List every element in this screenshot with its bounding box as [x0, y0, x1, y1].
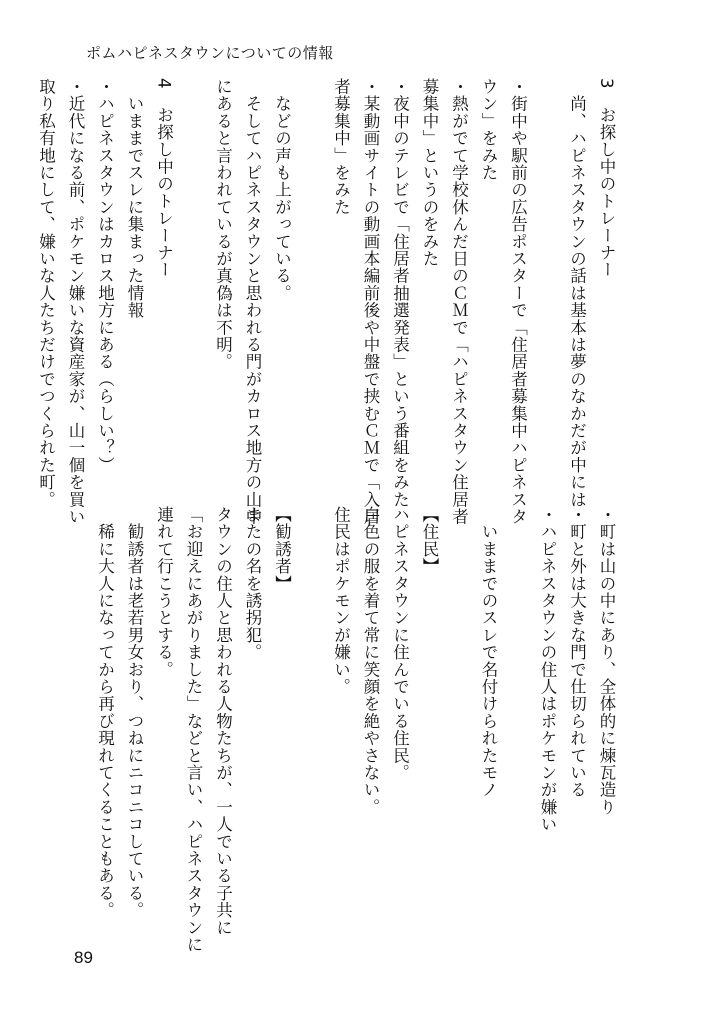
text-line: ウン」をみた: [479, 78, 498, 182]
text-line: 勧誘者は老若男女おり、つねにニコニコしている。: [125, 506, 144, 919]
page-number: 89: [74, 948, 93, 967]
text-line: 「お迎えにあがりました」などと言い、ハピネスタウンに: [184, 506, 203, 954]
text-line: 【勧誘者】: [272, 506, 292, 592]
text-line: ・ハピネスタウンはカロス地方にある（らしい？）: [95, 78, 115, 474]
text-line: 【住民】: [420, 506, 439, 575]
bottom-text-block: [90, 506, 621, 954]
text-line: などの声も上がっている。: [272, 78, 292, 302]
text-line: ・熱がでて学校休んだ日のＣＭで「ハピネスタウン住居者: [449, 78, 469, 526]
text-line: 4 お探し中のトレーナー: [154, 78, 174, 279]
text-line: にあると言われているが真偽は不明。: [213, 78, 233, 371]
top-text-block: [31, 78, 621, 526]
text-line: 者募集中」をみた: [331, 78, 351, 216]
text-line: いままでスレに集まった情報: [125, 78, 144, 319]
text-line: ・夜中のテレビで「住居者抽選発表」という番組をみた: [390, 78, 410, 508]
text-line: 募集中」というのをみた: [420, 78, 439, 268]
text-line: ・ハピネスタウンの住人はポケモンが嫌い: [538, 506, 557, 833]
text-line: そしてハピネスタウンと思われる門がカロス地方の山中: [243, 78, 262, 526]
text-line: 白色の服を着て常に笑顔を絶やさない。: [361, 506, 380, 816]
text-line: ・町と外は大きな門で仕切られている: [567, 506, 587, 799]
text-line: ハピネスタウンに住んでいる住民。: [390, 506, 410, 782]
text-line: 稀に大人になってから再び現れてくることもある。: [95, 506, 115, 919]
text-line: ・近代になる前、ポケモン嫌いな資産家が、山一個を買い: [66, 78, 85, 526]
text-line: 取り私有地にして、嫌いな人たちだけでつくられた町。: [36, 78, 56, 508]
text-line: 住民はポケモンが嫌い。: [331, 506, 351, 696]
text-line: 3 お探し中のトレーナー: [597, 78, 616, 279]
text-line: ・街中や駅前の広告ポスターで「住居者募集中ハピネスタ: [508, 78, 528, 526]
running-header: ポムハピネスタウンについての情報: [86, 44, 334, 62]
text-line: またの名を誘拐犯。: [243, 506, 262, 661]
text-line: いままでのスレで名付けられたモノ: [479, 506, 498, 799]
text-line: タウンの住人と思われる人物たちが、一人でいる子共に: [213, 506, 233, 936]
text-line: 連れて行こうとする。: [154, 506, 174, 678]
text-line: ・某動画サイトの動画本編前後や中盤で挟むＣＭで「入居: [361, 78, 380, 526]
text-line: 尚、ハピネスタウンの話は基本は夢のなかだが中には: [567, 78, 587, 508]
text-line: ・町は山の中にあり、全体的に煉瓦造り: [597, 506, 616, 816]
